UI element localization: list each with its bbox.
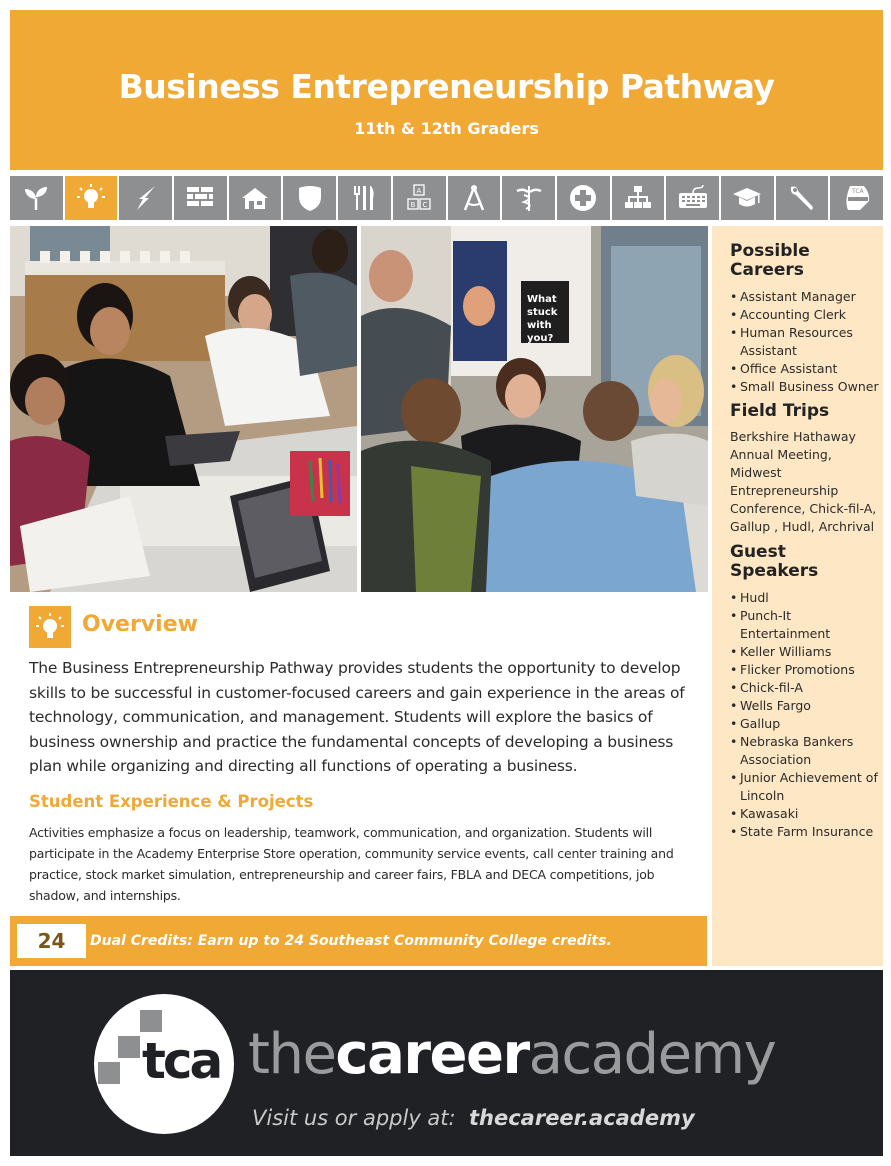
pathway-icon-strip (10, 176, 883, 220)
list-item: • Keller Williams (730, 643, 883, 661)
list-item: • Wells Fargo (730, 697, 883, 715)
utensils-icon[interactable] (338, 176, 391, 220)
logo-square (118, 1036, 140, 1058)
lightbulb-icon[interactable] (65, 176, 118, 220)
medical-cross-icon[interactable] (557, 176, 610, 220)
svg-text:you?: you? (527, 333, 554, 344)
brick-wall-icon[interactable] (174, 176, 227, 220)
svg-text:with: with (527, 320, 552, 331)
info-sidebar (712, 226, 883, 966)
sprout-icon[interactable] (10, 176, 63, 220)
overview-heading: Overview (82, 612, 198, 637)
list-item: • Accounting Clerk (730, 306, 883, 324)
caduceus-icon[interactable] (502, 176, 555, 220)
svg-text:A: A (416, 187, 422, 195)
logo-square (98, 1062, 120, 1084)
list-item: • Gallup (730, 715, 883, 733)
svg-text:TCA: TCA (851, 188, 864, 195)
svg-text:C: C (422, 201, 428, 209)
list-item: • Human Resources Assistant (730, 324, 883, 360)
list-item: • Junior Achievement of Lincoln (730, 769, 883, 805)
visit-label: Visit us or apply at: (252, 1106, 456, 1130)
credits-number: 24 (17, 924, 86, 958)
field-trips-heading: Field Trips (730, 401, 830, 421)
page-subtitle: 11th & 12th Graders (354, 119, 539, 138)
classroom-photo-right (361, 226, 708, 592)
visit-line (252, 1106, 695, 1130)
shield-icon[interactable] (283, 176, 336, 220)
classroom-photo-left (10, 226, 357, 592)
list-item: • Flicker Promotions (730, 661, 883, 679)
svg-text:stuck: stuck (527, 307, 558, 318)
list-item: • Small Business Owner (730, 378, 883, 396)
student-experience-heading: Student Experience & Projects (29, 792, 314, 811)
page-title: Business Entrepreneurship Pathway (118, 67, 775, 106)
compass-icon[interactable] (448, 176, 501, 220)
website-link[interactable]: thecareer.academy (468, 1106, 695, 1130)
speakers-heading: Guest Speakers (730, 541, 819, 581)
keyboard-icon[interactable] (666, 176, 719, 220)
footer-banner (10, 970, 883, 1156)
careers-heading: Possible Careers (730, 241, 810, 280)
list-item: • Office Assistant (730, 360, 883, 378)
org-chart-icon[interactable] (612, 176, 665, 220)
lightning-icon[interactable] (119, 176, 172, 220)
careers-list (730, 288, 883, 396)
field-trips-text: Berkshire Hathaway Annual Meeting, Midwest Entrepreneurship Conference, Chick-fil-A, Gallup , Hudl, Archrival (730, 429, 877, 535)
speakers-list (730, 589, 883, 841)
badge-tag-icon[interactable] (830, 176, 883, 220)
list-item: • Chick-fil-A (730, 679, 883, 697)
overview-body: The Business Entrepreneurship Pathway provides students the opportunity to develop skills to be successful in customer-focused careers and gain experience in the areas of technology, communication, and management. Students will explore the basics of business ownership and practice the fundamental concepts of developing a business plan while organizing and directing all functions of operating a business. (29, 659, 685, 775)
list-item: • Nebraska Bankers Association (730, 733, 883, 769)
lightbulb-icon (29, 606, 71, 648)
list-item: • Assistant Manager (730, 288, 883, 306)
logo-text: tca (142, 1032, 221, 1090)
abc-blocks-icon[interactable] (393, 176, 446, 220)
page-header (10, 10, 883, 170)
list-item: • Punch-It Entertainment (730, 607, 883, 643)
dual-credits-bar (10, 916, 707, 966)
list-item: • Hudl (730, 589, 883, 607)
list-item: • Kawasaki (730, 805, 883, 823)
credits-text: Dual Credits: Earn up to 24 Southeast Community College credits. (90, 933, 612, 949)
house-icon[interactable] (229, 176, 282, 220)
list-item: • State Farm Insurance (730, 823, 883, 841)
graduation-cap-icon[interactable] (721, 176, 774, 220)
wordmark: thecareeracademy (248, 1022, 776, 1087)
sign-what-stuck: What (527, 294, 557, 305)
student-experience-body: Activities emphasize a focus on leadership, teamwork, communication, and organization. Students will participate in the Academy Enterprise Store operation, community service events, call center training and practice, stock market simulation, entrepreneurship and career fairs, FBLA and DECA competitions, job shadow, and internships. (29, 825, 674, 903)
logo-square (140, 1010, 162, 1032)
svg-text:B: B (410, 201, 416, 209)
wrench-icon[interactable] (776, 176, 829, 220)
